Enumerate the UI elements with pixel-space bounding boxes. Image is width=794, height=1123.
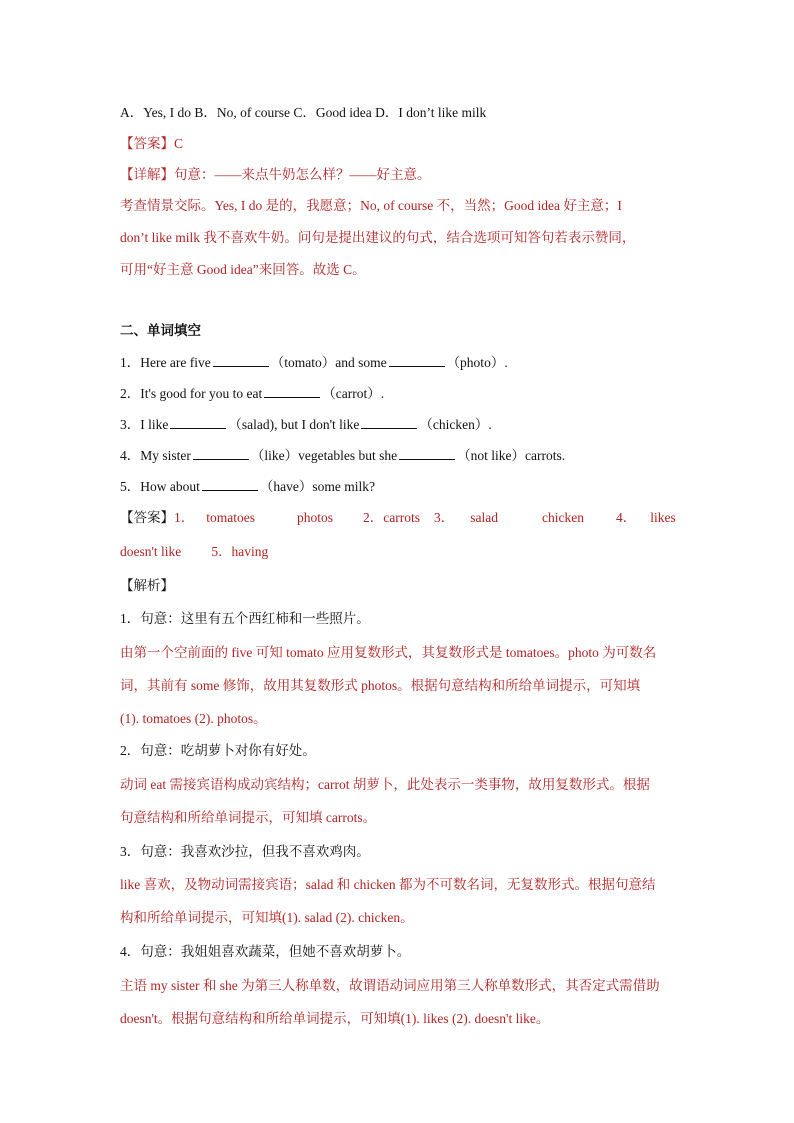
blank[interactable] <box>202 477 258 491</box>
explain-line-2: don’t like milk 我不喜欢牛奶。问句是提出建议的句式，结合选项可知答句若表示赞同， <box>120 230 636 245</box>
blank[interactable] <box>264 384 320 398</box>
answer-2-line-1: 【答案】1． tomatoes photos 2．carrots 3． salad chicken 4． likes <box>120 510 676 525</box>
blank[interactable] <box>213 353 269 367</box>
question-5: 5．How about （have）some milk? <box>120 479 375 494</box>
analysis-line: 主语 my sister 和 she 为第三人称单数，故谓语动词应用第三人称单数形式，其否定式需借助 <box>120 978 660 993</box>
analysis-line: like 喜欢，及物动词需接宾语；salad 和 chicken 都为不可数名词，无复数形式。根据句意结 <box>120 877 656 892</box>
analysis-line: 3．句意：我喜欢沙拉，但我不喜欢鸡肉。 <box>120 844 370 859</box>
question-2: 2．It's good for you to eat （carrot）. <box>120 386 385 401</box>
detail-text: 句意：——来点牛奶怎么样？——好主意。 <box>174 167 431 182</box>
question-options: A．Yes, I do B．No, of course C．Good idea D．I don’t like milk <box>120 105 487 120</box>
blank[interactable] <box>170 415 226 429</box>
answer-value: C <box>174 136 184 151</box>
answer-1 <box>120 135 183 153</box>
detail-label: 【详解】 <box>120 167 174 182</box>
analysis-line: 由第一个空前面的 five 可知 tomato 应用复数形式，其复数形式是 tomatoes。photo 为可数名 <box>120 645 657 660</box>
analysis-label: 【解析】 <box>120 578 174 593</box>
answer-label: 【答案】 <box>120 136 174 151</box>
section-title: 二、单词填空 <box>120 323 201 338</box>
answer-2-line-2: doesn't like 5．having <box>120 544 269 559</box>
answer-label: 【答案】 <box>120 510 174 525</box>
blank[interactable] <box>399 446 455 460</box>
question-1: 1．Here are five （tomato）and some （photo）. <box>120 355 508 370</box>
analysis-line: 2．句意：吃胡萝卜对你有好处。 <box>120 743 316 758</box>
analysis-line: (1). tomatoes (2). photos。 <box>120 711 267 726</box>
analysis-line: 词，其前有 some 修饰，故用其复数形式 photos。根据句意结构和所给单词提示，可知填 <box>120 678 641 693</box>
question-3: 3．I like （salad), but I don't like （chicken）. <box>120 417 492 432</box>
explain-line-1: 考查情景交际。Yes, I do 是的，我愿意；No, of course 不，当然；Good idea 好主意；I <box>120 198 622 213</box>
analysis-line: 4．句意：我姐姐喜欢蔬菜，但她不喜欢胡萝卜。 <box>120 944 411 959</box>
analysis-line: 构和所给单词提示，可知填(1). salad (2). chicken。 <box>120 910 414 925</box>
question-4: 4．My sister （like）vegetables but she （not like）carrots. <box>120 448 566 463</box>
detail-1 <box>120 166 431 184</box>
blank[interactable] <box>389 353 445 367</box>
blank[interactable] <box>193 446 249 460</box>
blank[interactable] <box>361 415 417 429</box>
explain-line-3: 可用“好主意 Good idea”来回答。故选 C。 <box>120 262 366 277</box>
analysis-line: 句意结构和所给单词提示，可知填 carrots。 <box>120 810 377 825</box>
analysis-line: 动词 eat 需接宾语构成动宾结构；carrot 胡萝卜，此处表示一类事物，故用复数形式。根据 <box>120 777 650 792</box>
analysis-line: doesn't。根据句意结构和所给单词提示，可知填(1). likes (2). doesn't like。 <box>120 1011 550 1026</box>
analysis-line: 1．句意：这里有五个西红柿和一些照片。 <box>120 611 370 626</box>
